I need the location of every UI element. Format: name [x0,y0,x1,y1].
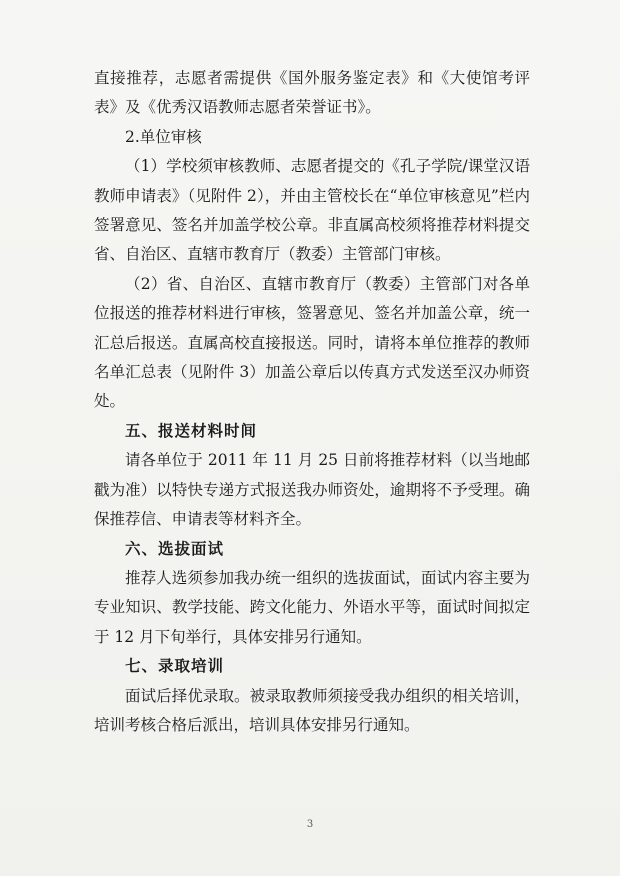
section-heading-interview: 六、选拔面试 [125,539,225,558]
paragraph-school-review: （1）学校须审核教师、志愿者提交的《孔子学院/课堂汉语教师申请表》（见附件 2），并由主管校长在“单位审核意见”栏内签署意见、签名并加盖学校公章。非直属高校须将推荐材料提交省、自治区、直辖市教育厅（教委）主管部门审核。 [94,157,530,264]
paragraph-interview: 推荐人选须参加我办统一组织的选拔面试，面试内容主要为专业知识、教学技能、跨文化能力、外语水平等，面试时间拟定于 12 月下旬举行，具体安排另行通知。 [94,568,530,646]
section-heading-submission-time: 五、报送材料时间 [125,421,258,440]
section-heading-admission-training: 七、录取培训 [125,657,225,676]
subsection-title-unit-review: 2.单位审核 [125,127,202,146]
paragraph-admission-training: 面试后择优录取。被录取教师须接受我办组织的相关培训，培训考核合格后派出，培训具体安排另行通知。 [94,686,530,734]
page-number: 3 [306,819,314,830]
paragraph-submission-time: 请各单位于 2011 年 11 月 25 日前将推荐材料（以当地邮戳为准）以特快专递方式报送我办师资处，逾期将不予受理。确保推荐信、申请表等材料齐全。 [94,451,530,529]
document-body [94,64,530,740]
paragraph-continuation: 直接推荐，志愿者需提供《国外服务鉴定表》和《大使馆考评表》及《优秀汉语教师志愿者荣誉证书》。 [94,69,530,117]
paragraph-department-review: （2）省、自治区、直辖市教育厅（教委）主管部门对各单位报送的推荐材料进行审核，签署意见、签名并加盖公章，统一汇总后报送。直属高校直接报送。同时，请将本单位推荐的教师名单汇总表（见附件 3）加盖公章后以传真方式发送至汉办师资处。 [94,274,530,411]
